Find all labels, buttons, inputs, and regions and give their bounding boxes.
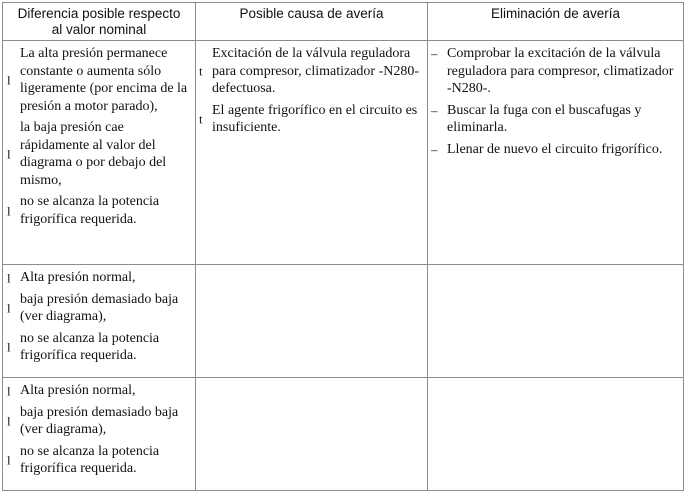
dash-marker: – <box>431 102 438 118</box>
dash-marker: – <box>431 46 438 61</box>
header-divider <box>3 40 683 41</box>
list-item: – Llenar de nuevo el circuito frigorífico. <box>431 141 663 157</box>
row-divider <box>3 264 683 265</box>
list-item: t El agente frigorífico en el circuito es insuficiente. <box>199 102 418 135</box>
bullet-marker: l <box>7 300 11 316</box>
list-item: l no se alcanza la potencia frigorífica requerida. <box>7 330 160 363</box>
list-item: – Comprobar la excitación de la válvula reguladora para compresor, climatizador -N280-. <box>431 46 674 96</box>
bullet-marker: l <box>7 72 11 88</box>
bullet-marker: l <box>7 383 11 398</box>
list-item: l no se alcanza la potencia frigorífica requerida. <box>7 443 160 476</box>
dash-marker: – <box>431 141 438 157</box>
row-1-deviation <box>7 45 191 232</box>
list-item: l Alta presión normal, <box>7 270 136 285</box>
list-item: l Alta presión normal, <box>7 383 136 398</box>
header-remedy: Eliminación de avería <box>490 6 621 21</box>
list-item: l La alta presión permanece constante o aumenta sólo ligeramente (por encima de la presión a motor parado), <box>7 46 188 114</box>
row-divider <box>3 377 683 378</box>
list-item: l no se alcanza la potencia frigorífica requerida. <box>7 194 160 227</box>
bullet-marker: l <box>7 339 11 355</box>
column-divider <box>195 3 196 490</box>
fault-diagnosis-table <box>2 2 684 491</box>
bullet-marker: l <box>7 202 11 218</box>
row-3-deviation <box>7 382 191 482</box>
bullet-marker: l <box>7 146 11 162</box>
column-divider <box>427 3 428 490</box>
list-item: – Buscar la fuga con el buscafugas y eliminarla. <box>431 102 642 135</box>
row-1-remedies <box>431 45 681 162</box>
bullet-marker: t <box>199 111 203 127</box>
list-item: t Excitación de la válvula reguladora para compresor, climatizador -N280- defectuosa. <box>199 46 420 96</box>
bullet-marker: l <box>7 452 11 468</box>
header-deviation: Diferencia posible respecto al valor nominal <box>17 6 181 37</box>
list-item: l baja presión demasiado baja (ver diagrama), <box>7 291 179 324</box>
bullet-marker: t <box>199 63 203 79</box>
list-item: l la baja presión cae rápidamente al valor del diagrama o por debajo del mismo, <box>7 120 167 188</box>
header-cause: Posible causa de avería <box>239 6 384 21</box>
bullet-marker: l <box>7 270 11 285</box>
list-item: l baja presión demasiado baja (ver diagrama), <box>7 404 179 437</box>
row-2-deviation <box>7 269 191 369</box>
row-1-causes <box>199 45 423 141</box>
bullet-marker: l <box>7 413 11 429</box>
